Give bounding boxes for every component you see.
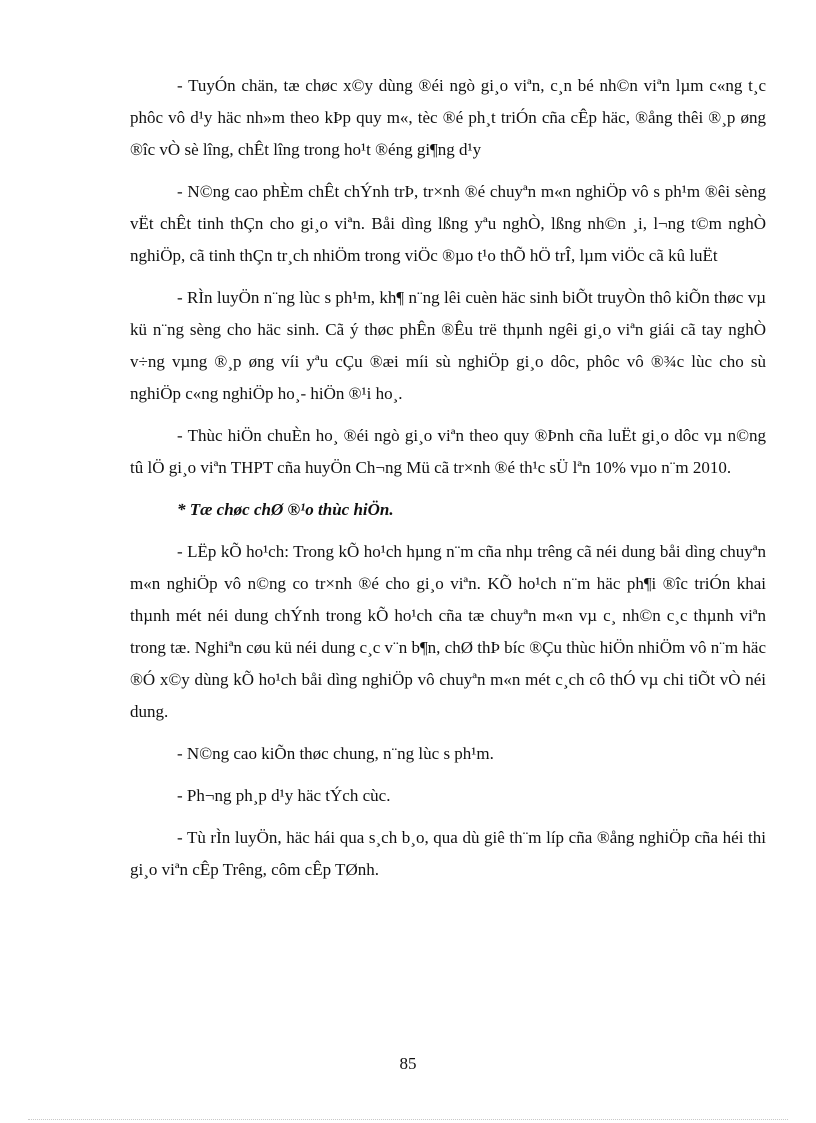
body-paragraph: - Thùc hiÖn chuÈn ho¸ ®éi ngò gi¸o viªn theo quy ®Þnh cña luËt gi¸o dôc vµ n©ng tû lÖ gi¸o viªn THPT cña huyÖn Ch¬ng Mü cã tr×nh ®é th¹c sÜ lªn 10% vµo n¨m 2010.	[130, 426, 766, 477]
body-paragraph: - N©ng cao phÈm chÊt chÝnh trÞ, tr×nh ®é chuyªn m«n nghiÖp vô s ph¹m ®êi sèng vËt chÊt tinh thÇn cho gi¸o viªn. Båi dìng lßng yªu nghÒ, lßng nh©n ¸i, l¬ng t©m nghÒ nghiÖp, cã tinh thÇn tr¸ch nhiÖm trong viÖc ®µo t¹o thÕ hÖ trÎ, lµm viÖc cã kû luËt	[130, 182, 766, 265]
body-paragraph: - Tù rÌn luyÖn, häc hái qua s¸ch b¸o, qua dù giê th¨m líp cña ®ång nghiÖp cña héi thi gi¸o viªn cÊp Trêng, côm cÊp TØnh.	[130, 828, 766, 879]
body-paragraph: - Ph¬ng ph¸p d¹y häc tÝch cùc.	[177, 786, 391, 805]
document-body	[130, 70, 766, 896]
footer-divider	[28, 1119, 788, 1120]
body-paragraph: - RÌn luyÖn n¨ng lùc s ph¹m, kh¶ n¨ng lêi cuèn häc sinh biÕt truyÒn thô kiÕn thøc vµ kü n¨ng sèng cho häc sinh. Cã ý thøc phÊn ®Êu trë thµnh ngêi gi¸o viªn giái cã tay nghÒ v÷ng vµng ®¸p øng víi yªu cÇu ®æi míi sù nghiÖp gi¸o dôc, phôc vô ®¾c lùc cho sù nghiÖp c«ng nghiÖp ho¸- hiÖn ®¹i ho¸.	[130, 288, 766, 403]
body-paragraph: - N©ng cao kiÕn thøc chung, n¨ng lùc s ph¹m.	[177, 744, 494, 763]
page-number: 85	[399, 1054, 417, 1073]
body-paragraph: - LËp kÕ ho¹ch: Trong kÕ ho¹ch hµng n¨m cña nhµ trêng cã néi dung båi dìng chuyªn m«n nghiÖp vô n©ng co tr×nh ®é cho gi¸o viªn. KÕ ho¹ch n¨m häc ph¶i ®îc triÓn khai thµnh mét néi dung chÝnh trong kÕ ho¹ch cña tæ chuyªn m«n vµ c¸ nh©n c¸c thµnh viªn trong tæ. Nghiªn cøu kü néi dung c¸c v¨n b¶n, chØ thÞ bíc ®Çu thùc hiÖn nhiÖm vô n¨m häc ®Ó x©y dùng kÕ ho¹ch båi dìng nghiÖp vô chuyªn m«n mét c¸ch cô thÓ vµ chi tiÕt vÒ néi dung.	[130, 542, 766, 721]
body-paragraph: - TuyÓn chän, tæ chøc x©y dùng ®éi ngò gi¸o viªn, c¸n bé nh©n viªn lµm c«ng t¸c phôc vô d¹y häc nh»m theo kÞp quy m«, tèc ®é ph¸t triÓn cña cÊp häc, ®ång thêi ®¸p øng ®îc vÒ sè lîng, chÊt lîng trong ho¹t ®éng gi¶ng d¹y	[130, 76, 766, 159]
section-heading: * Tæ chøc chØ ®¹o thùc hiÖn.	[177, 500, 394, 519]
